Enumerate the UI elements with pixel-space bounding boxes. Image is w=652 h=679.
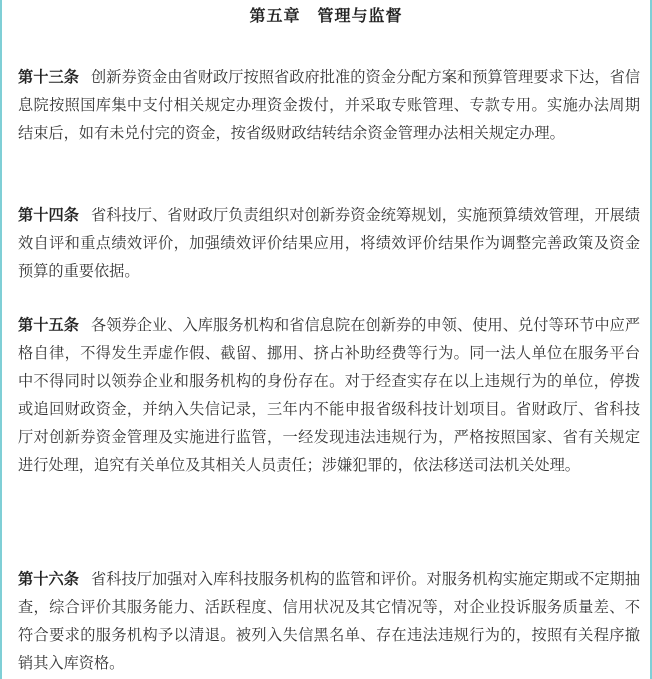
article-text: 各领券企业、入库服务机构和省信息院在创新券的申领、使用、兑付等环节中应严格自律，不得发生弄虚作假、截留、挪用、挤占补助经费等行为。同一法人单位在服务平台中不得同时以领券企业和服务机构的身份存在。对于经查实存在以上违规行为的单位，停拨或追回财政资金，并纳入失信记录，三年内不能申报省级科技计划项目。省财政厅、省科技厅对创新券资金管理及实施进行监管，一经发现违法违规行为，严格按照国家、省有关规定进行处理，追究有关单位及其相关人员责任；涉嫌犯罪的，依法移送司法机关处理。: [18, 316, 641, 474]
article-16: [18, 565, 640, 677]
article-text: 创新券资金由省财政厅按照省政府批准的资金分配方案和预算管理要求下达，省信息院按照国库集中支付相关规定办理资金拨付，并采取专账管理、专款专用。实施办法周期结束后，如有未兑付完的资金，按省级财政结转结余资金管理办法相关规定办理。: [18, 68, 641, 142]
article-label: 第十五条: [18, 316, 80, 334]
article-15: [18, 311, 640, 479]
article-text: 省科技厅加强对入库科技服务机构的监管和评价。对服务机构实施定期或不定期抽查，综合评价其服务能力、活跃程度、信用状况及其它情况等，对企业投诉服务质量差、不符合要求的服务机构予以清退。被列入失信黑名单、存在违法违规行为的，按照有关程序撤销其入库资格。: [18, 570, 641, 672]
article-text: 省科技厅、省财政厅负责组织对创新券资金统筹规划，实施预算绩效管理，开展绩效自评和重点绩效评价，加强绩效评价结果应用，将绩效评价结果作为调整完善政策及资金预算的重要依据。: [18, 206, 641, 280]
article-label: 第十六条: [18, 570, 80, 588]
article-13: [18, 63, 640, 147]
article-label: 第十四条: [18, 206, 80, 224]
article-label: 第十三条: [18, 68, 80, 86]
chapter-title: 第五章 管理与监督: [249, 6, 403, 25]
article-14: [18, 201, 640, 285]
